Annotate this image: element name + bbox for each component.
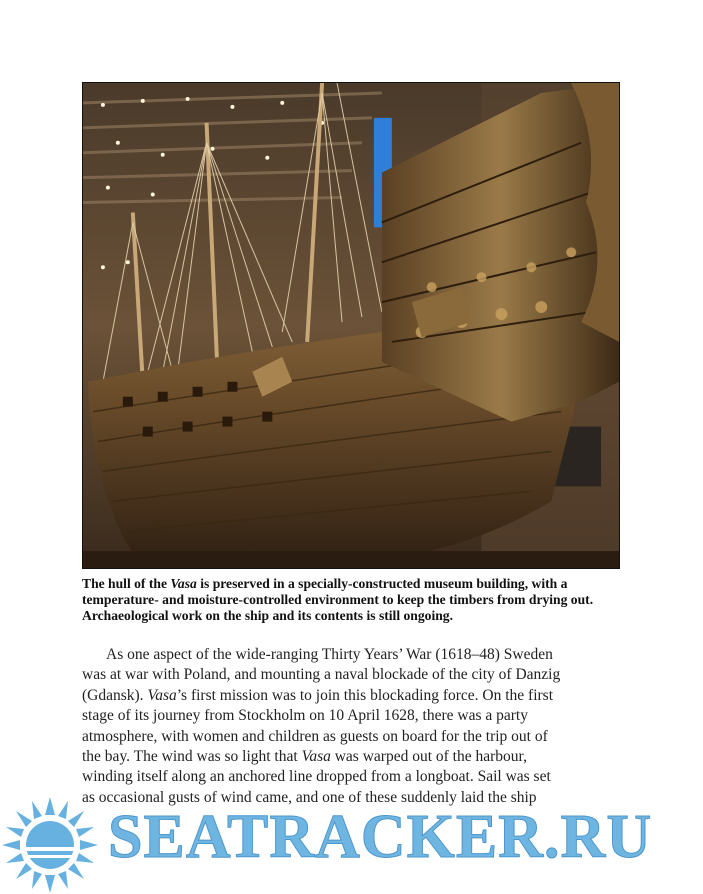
caption-text-end: is preserved in a specially-constructed museum building, with a temperature- and moisture-controlled environment to keep the timbers from drying out. Archaeological work on the ship and its contents is still ongoing. [82,576,594,624]
caption-text-start: The hull of the [82,576,171,591]
body-line-part: the bay. The wind was so light that [82,748,302,766]
body-line [82,686,622,706]
body-line-part: was warped out of the harbour, [330,748,527,766]
photo-caption [82,576,622,625]
ship-photo [82,82,620,569]
body-ship-name: Vasa [147,686,177,704]
body-line: was at war with Poland, and mounting a naval blockade of the city of Danzig [82,666,561,684]
body-line: As one aspect of the wide-ranging Thirty Years’ War (1618–48) Sweden [106,646,553,663]
body-line: atmosphere, with women and children as guests on board for the trip out of [82,727,548,745]
body-line-part: ’s first mission was to join this blockading force. On the first [176,686,553,704]
body-line-part: (Gdansk). [82,686,148,704]
body-line [82,747,622,767]
body-ship-name: Vasa [301,748,331,766]
body-line: as occasional gusts of wind came, and one of these suddenly laid the ship [82,788,537,806]
caption-ship-name: Vasa [170,576,197,591]
body-line: winding itself along an anchored line dropped from a longboat. Sail was set [82,768,551,786]
watermark-text: SEATRACKER.RU [108,803,653,871]
body-line: stage of its journey from Stockholm on 10 April 1628, there was a party [82,707,528,725]
sun-icon [2,797,98,893]
vasa-ship-image [83,83,619,568]
body-paragraph [82,645,622,808]
